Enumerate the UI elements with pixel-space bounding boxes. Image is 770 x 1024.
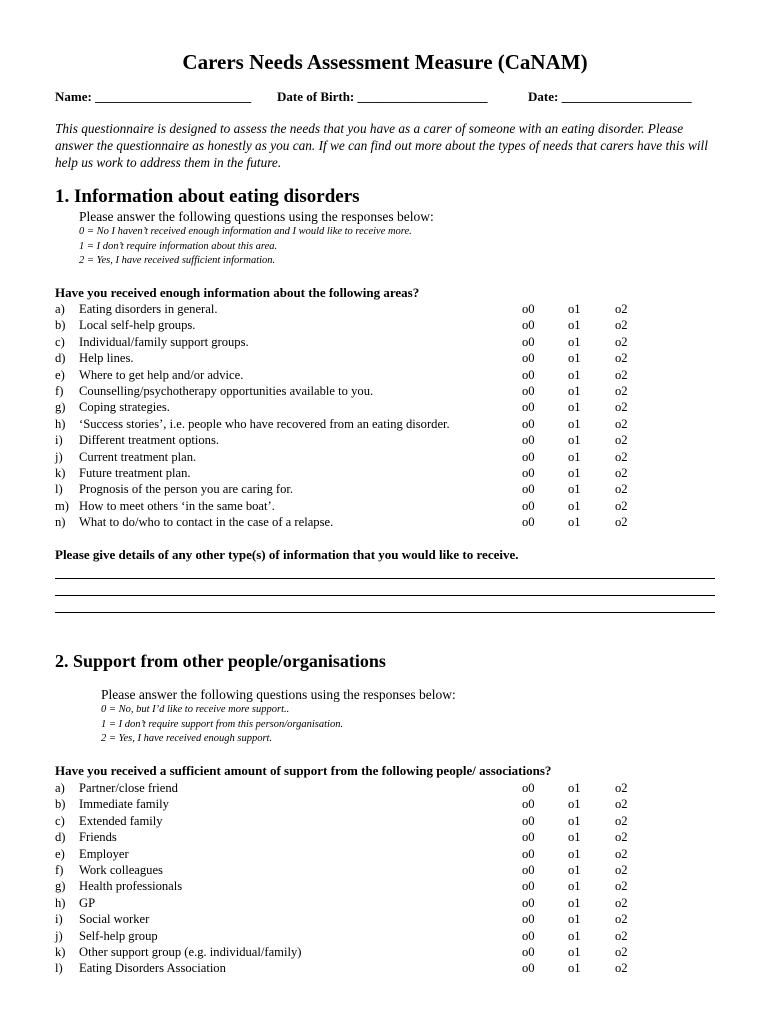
item-letter: b) — [55, 797, 66, 812]
option-0[interactable]: o0 — [522, 465, 535, 480]
item-letter: e) — [55, 846, 65, 861]
question-row — [55, 862, 655, 878]
option-1[interactable]: o1 — [568, 912, 581, 927]
option-2[interactable]: o2 — [615, 449, 628, 464]
section-1-question: Have you received enough information about the following areas? — [55, 285, 420, 300]
item-text: Individual/family support groups. — [79, 334, 249, 349]
item-text: How to meet others ‘in the same boat’. — [79, 498, 275, 513]
option-2[interactable]: o2 — [615, 912, 628, 927]
option-0[interactable]: o0 — [522, 879, 535, 894]
item-text: Different treatment options. — [79, 433, 220, 448]
item-letter: h) — [55, 895, 66, 910]
section-1-heading: 1. Information about eating disorders — [55, 186, 360, 207]
option-0[interactable]: o0 — [522, 367, 535, 382]
item-letter: n) — [55, 515, 66, 530]
section-1-items — [55, 301, 655, 530]
option-1[interactable]: o1 — [568, 961, 581, 976]
scale-item: 1 = I don’t require support from this person/organisation. — [101, 718, 344, 730]
item-letter: k) — [55, 465, 66, 480]
option-0[interactable]: o0 — [522, 961, 535, 976]
option-1[interactable]: o1 — [568, 797, 581, 812]
option-1[interactable]: o1 — [568, 515, 581, 530]
date-field[interactable]: Date: ____________________ — [528, 89, 692, 104]
item-text: Work colleagues — [79, 862, 163, 877]
question-row — [55, 301, 655, 317]
option-1[interactable]: o1 — [568, 465, 581, 480]
page-title: Carers Needs Assessment Measure (CaNAM) — [182, 50, 588, 74]
question-row — [55, 878, 655, 894]
item-letter: f) — [55, 383, 64, 398]
section-1-scale — [79, 225, 412, 269]
option-0[interactable]: o0 — [522, 383, 535, 398]
item-text: Health professionals — [79, 879, 183, 894]
question-row — [55, 399, 655, 415]
option-1[interactable]: o1 — [568, 498, 581, 513]
option-1[interactable]: o1 — [568, 433, 581, 448]
item-text: ‘Success stories’, i.e. people who have recovered from an eating disorder. — [79, 416, 450, 431]
option-1[interactable]: o1 — [568, 318, 581, 333]
option-0[interactable]: o0 — [522, 449, 535, 464]
item-letter: l) — [55, 482, 63, 497]
item-letter: l) — [55, 961, 63, 976]
option-0[interactable]: o0 — [522, 302, 535, 316]
item-text: Coping strategies. — [79, 400, 170, 415]
option-0[interactable]: o0 — [522, 862, 535, 877]
option-2[interactable]: o2 — [615, 797, 628, 812]
option-0[interactable]: o0 — [522, 944, 535, 959]
option-2[interactable]: o2 — [615, 302, 628, 316]
item-text: Eating disorders in general. — [79, 302, 218, 316]
item-text: Local self-help groups. — [79, 318, 196, 333]
section-2-scale — [101, 703, 343, 747]
option-1[interactable]: o1 — [568, 813, 581, 828]
option-0[interactable]: o0 — [522, 351, 535, 366]
option-1[interactable]: o1 — [568, 879, 581, 894]
item-text: What to do/who to contact in the case of a relapse. — [79, 515, 334, 530]
option-0[interactable]: o0 — [522, 781, 535, 795]
item-letter: a) — [55, 302, 65, 316]
item-letter: g) — [55, 879, 66, 894]
option-1[interactable]: o1 — [568, 416, 581, 431]
option-1[interactable]: o1 — [568, 449, 581, 464]
option-1[interactable]: o1 — [568, 846, 581, 861]
option-0[interactable]: o0 — [522, 400, 535, 415]
question-row — [55, 350, 655, 366]
item-text: Social worker — [79, 912, 150, 927]
question-row — [55, 449, 655, 465]
details-prompt: Please give details of any other type(s) of information that you would like to receive. — [55, 547, 519, 562]
item-letter: h) — [55, 416, 66, 431]
answer-line[interactable] — [55, 595, 715, 596]
section-2-items — [55, 780, 655, 977]
option-2[interactable]: o2 — [615, 515, 628, 530]
item-text: Counselling/psychotherapy opportunities available to you. — [79, 383, 374, 398]
item-letter: i) — [55, 433, 63, 448]
option-0[interactable]: o0 — [522, 797, 535, 812]
answer-line[interactable] — [55, 612, 715, 613]
question-row — [55, 383, 655, 399]
question-row — [55, 465, 655, 481]
option-0[interactable]: o0 — [522, 846, 535, 861]
question-row — [55, 846, 655, 862]
option-1[interactable]: o1 — [568, 482, 581, 497]
item-text: Prognosis of the person you are caring for. — [79, 482, 294, 497]
question-row — [55, 911, 655, 927]
question-row — [55, 829, 655, 845]
question-row — [55, 813, 655, 829]
question-row — [55, 334, 655, 350]
option-2[interactable]: o2 — [615, 781, 628, 795]
option-0[interactable]: o0 — [522, 334, 535, 349]
question-row — [55, 416, 655, 432]
item-letter: i) — [55, 912, 63, 927]
question-row — [55, 367, 655, 383]
option-2[interactable]: o2 — [615, 400, 628, 415]
question-row — [55, 317, 655, 333]
name-field[interactable]: Name: ________________________ — [55, 89, 252, 104]
item-text: Other support group (e.g. individual/family) — [79, 944, 302, 959]
option-2[interactable]: o2 — [615, 879, 628, 894]
option-2[interactable]: o2 — [615, 961, 628, 976]
option-0[interactable]: o0 — [522, 830, 535, 845]
option-0[interactable]: o0 — [522, 433, 535, 448]
option-1[interactable]: o1 — [568, 334, 581, 349]
item-letter: b) — [55, 318, 66, 333]
option-2[interactable]: o2 — [615, 928, 628, 943]
item-letter: e) — [55, 367, 65, 382]
option-2[interactable]: o2 — [615, 367, 628, 382]
scale-item: 0 = No I haven’t received enough information and I would like to receive more. — [79, 226, 412, 237]
item-letter: j) — [55, 928, 63, 943]
scale-item: 0 = No, but I’d like to receive more support.. — [101, 704, 290, 715]
option-1[interactable]: o1 — [568, 928, 581, 943]
option-0[interactable]: o0 — [522, 318, 535, 333]
item-letter: j) — [55, 449, 63, 464]
option-0[interactable]: o0 — [522, 928, 535, 943]
option-2[interactable]: o2 — [615, 433, 628, 448]
option-0[interactable]: o0 — [522, 813, 535, 828]
option-2[interactable]: o2 — [615, 482, 628, 497]
item-text: Extended family — [79, 813, 163, 828]
option-2[interactable]: o2 — [615, 944, 628, 959]
option-1[interactable]: o1 — [568, 944, 581, 959]
intro-text: This questionnaire is designed to assess the needs that you have as a carer of someone with an eating disorder. Please answer the questionnaire as honestly as you can. If we can find out more about the types of needs that carers have this will help us work to address them in the future. — [55, 121, 708, 170]
option-1[interactable]: o1 — [568, 383, 581, 398]
option-1[interactable]: o1 — [568, 781, 581, 795]
section-2-instruction: Please answer the following questions using the responses below: — [101, 687, 456, 702]
item-text: Immediate family — [79, 797, 169, 812]
item-text: Future treatment plan. — [79, 465, 191, 480]
item-letter: c) — [55, 813, 65, 828]
option-1[interactable]: o1 — [568, 862, 581, 877]
option-2[interactable]: o2 — [615, 334, 628, 349]
option-1[interactable]: o1 — [568, 302, 581, 316]
option-1[interactable]: o1 — [568, 400, 581, 415]
scale-item: 1 = I don’t require information about this area. — [79, 240, 278, 252]
question-row — [55, 944, 655, 960]
option-2[interactable]: o2 — [615, 895, 628, 910]
question-row — [55, 780, 655, 796]
option-2[interactable]: o2 — [615, 862, 628, 877]
item-text: Friends — [79, 830, 117, 845]
question-row — [55, 960, 655, 976]
item-text: Current treatment plan. — [79, 449, 197, 464]
option-0[interactable]: o0 — [522, 912, 535, 927]
item-letter: d) — [55, 351, 66, 366]
option-2[interactable]: o2 — [615, 813, 628, 828]
option-2[interactable]: o2 — [615, 318, 628, 333]
item-text: Where to get help and/or advice. — [79, 367, 244, 382]
item-text: Employer — [79, 846, 129, 861]
option-2[interactable]: o2 — [615, 383, 628, 398]
section-1-instruction: Please answer the following questions using the responses below: — [79, 209, 434, 224]
option-0[interactable]: o0 — [522, 482, 535, 497]
section-2-question: Have you received a sufficient amount of support from the following people/ associations? — [55, 763, 552, 778]
item-text: Partner/close friend — [79, 781, 178, 795]
option-0[interactable]: o0 — [522, 515, 535, 530]
option-1[interactable]: o1 — [568, 351, 581, 366]
item-letter: c) — [55, 334, 65, 349]
question-row — [55, 928, 655, 944]
option-1[interactable]: o1 — [568, 367, 581, 382]
option-0[interactable]: o0 — [522, 498, 535, 513]
option-1[interactable]: o1 — [568, 895, 581, 910]
option-2[interactable]: o2 — [615, 830, 628, 845]
item-letter: m) — [55, 498, 69, 513]
question-row — [55, 432, 655, 448]
option-2[interactable]: o2 — [615, 465, 628, 480]
option-0[interactable]: o0 — [522, 416, 535, 431]
question-row — [55, 514, 655, 530]
option-1[interactable]: o1 — [568, 830, 581, 845]
option-0[interactable]: o0 — [522, 895, 535, 910]
option-2[interactable]: o2 — [615, 416, 628, 431]
question-row — [55, 481, 655, 497]
item-text: Self-help group — [79, 928, 158, 943]
question-row — [55, 895, 655, 911]
scale-item: 2 = Yes, I have received enough support. — [101, 733, 273, 744]
option-2[interactable]: o2 — [615, 498, 628, 513]
date-of-birth-field[interactable]: Date of Birth: ____________________ — [277, 89, 488, 104]
answer-line[interactable] — [55, 578, 715, 579]
item-letter: f) — [55, 862, 64, 877]
item-text: Help lines. — [79, 351, 134, 366]
option-2[interactable]: o2 — [615, 351, 628, 366]
item-letter: k) — [55, 944, 66, 959]
item-letter: g) — [55, 400, 66, 415]
item-text: GP — [79, 895, 96, 910]
question-row — [55, 796, 655, 812]
item-letter: d) — [55, 830, 66, 845]
option-2[interactable]: o2 — [615, 846, 628, 861]
item-text: Eating Disorders Association — [79, 961, 226, 976]
item-letter: a) — [55, 781, 65, 795]
section-2-heading: 2. Support from other people/organisations — [55, 651, 386, 671]
scale-item: 2 = Yes, I have received sufficient information. — [79, 255, 276, 266]
question-row — [55, 498, 655, 514]
